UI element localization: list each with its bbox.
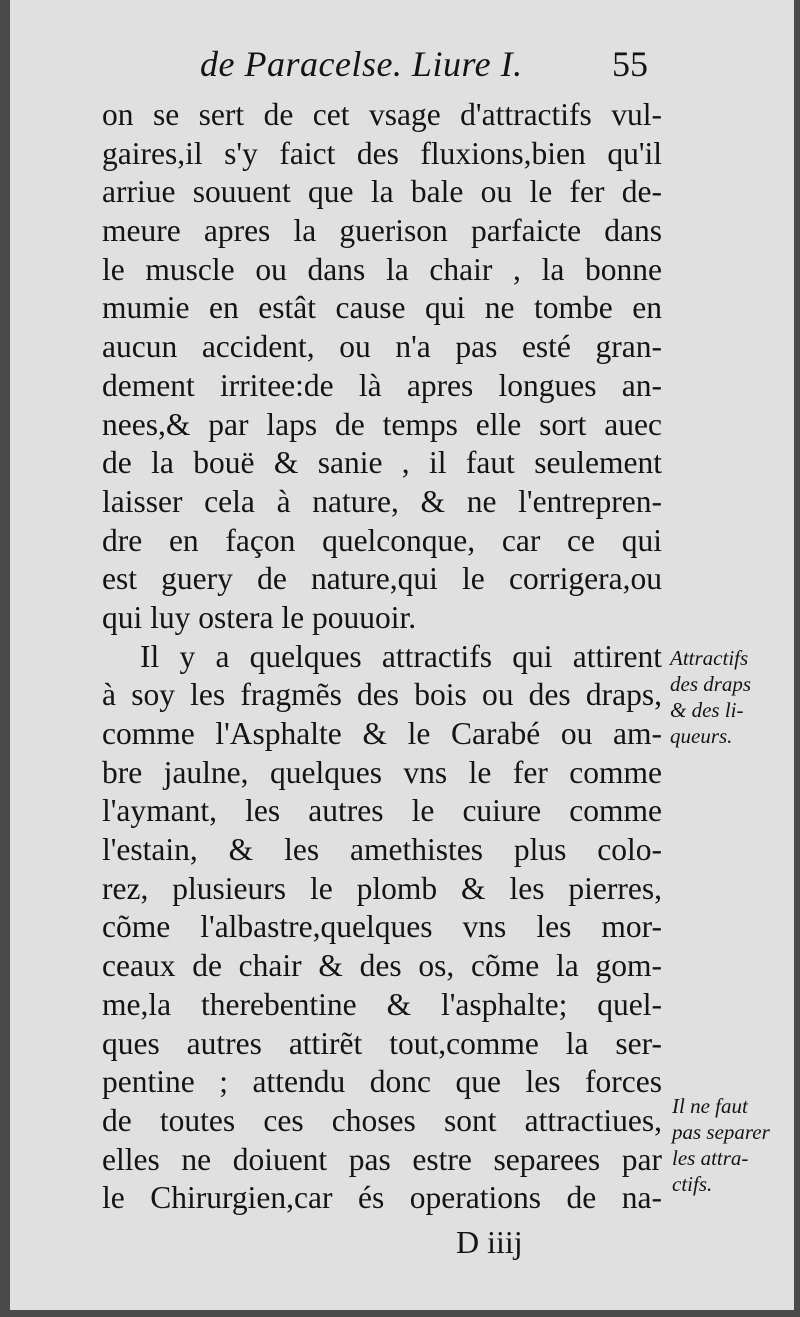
text-line: me,la therebentine & l'asphalte; quel- [102,986,662,1022]
text-line: pentine ; attendu donc que les forces [102,1064,662,1100]
margin-note-line: ctifs. [672,1172,713,1196]
text-line: on se sert de cet vsage d'attractifs vul- [102,97,662,132]
text-line: de la bouë & sanie , il faut seulement [102,445,662,481]
text-line: mumie en estât cause qui ne tombe en [102,290,662,326]
signature-mark: D iiij [456,1224,523,1260]
text-line: à soy les fragmẽs des bois ou des draps, [102,677,662,713]
text-line: nees,& par laps de temps elle sort auec [102,406,662,442]
margin-note-line: des draps [670,672,752,696]
text-line: laisser cela à nature, & ne l'entrepren- [102,483,662,519]
text-line: dre en façon quelconque, car ce qui [102,522,662,558]
text-line: le Chirurgien,car és operations de na- [102,1180,662,1216]
text-line: le muscle ou dans la chair , la bonne [102,251,662,287]
margin-note-line: les attra- [672,1146,749,1170]
text-line: aucun accident, ou n'a pas esté gran- [102,329,662,365]
text-line: comme l'Asphalte & le Carabé ou am- [102,716,662,751]
body-text [102,96,662,1218]
text-line: l'estain, & les amethistes plus colo- [102,832,662,868]
text-line: est guery de nature,qui le corrigera,ou [102,561,662,597]
book-page [10,0,794,1310]
text-line: l'aymant, les autres le cuiure comme [102,793,662,829]
text-line: elles ne doiuent pas estre separees par [102,1141,662,1177]
text-line: bre jaulne, quelques vns le fer comme [102,754,662,790]
margin-note-line: & des li- [670,698,744,722]
margin-note-attractifs [670,645,795,749]
running-title: de Paracelse. Liure I. [200,44,523,84]
text-line: ques autres attirẽt tout,comme la ser- [102,1025,662,1061]
text-line: rez, plusieurs le plomb & les pierres, [102,870,662,906]
text-line: de toutes ces choses sont attractiues, [102,1102,662,1138]
text-line: gaires,il s'y faict des fluxions,bien qu'il [102,135,662,171]
margin-note-line: Il ne faut [672,1094,748,1118]
margin-note-separer [672,1093,797,1197]
text-line: cõme l'albastre,quelques vns les mor- [102,909,662,945]
page-header [200,42,660,86]
margin-note-line: queurs. [670,724,733,748]
page-number: 55 [612,44,648,84]
margin-note-line: Attractifs [670,646,749,670]
margin-note-line: pas separer [672,1120,770,1144]
text-line: arriue souuent que la bale ou le fer de- [102,174,662,210]
text-line: qui luy ostera le pouuoir. [102,599,417,635]
text-line: Il y a quelques attractifs qui attirent [140,638,662,674]
text-line: dement irritee:de là apres longues an- [102,367,662,403]
text-line: ceaux de chair & des os, cõme la gom- [102,948,662,984]
text-line: meure apres la guerison parfaicte dans [102,213,662,249]
